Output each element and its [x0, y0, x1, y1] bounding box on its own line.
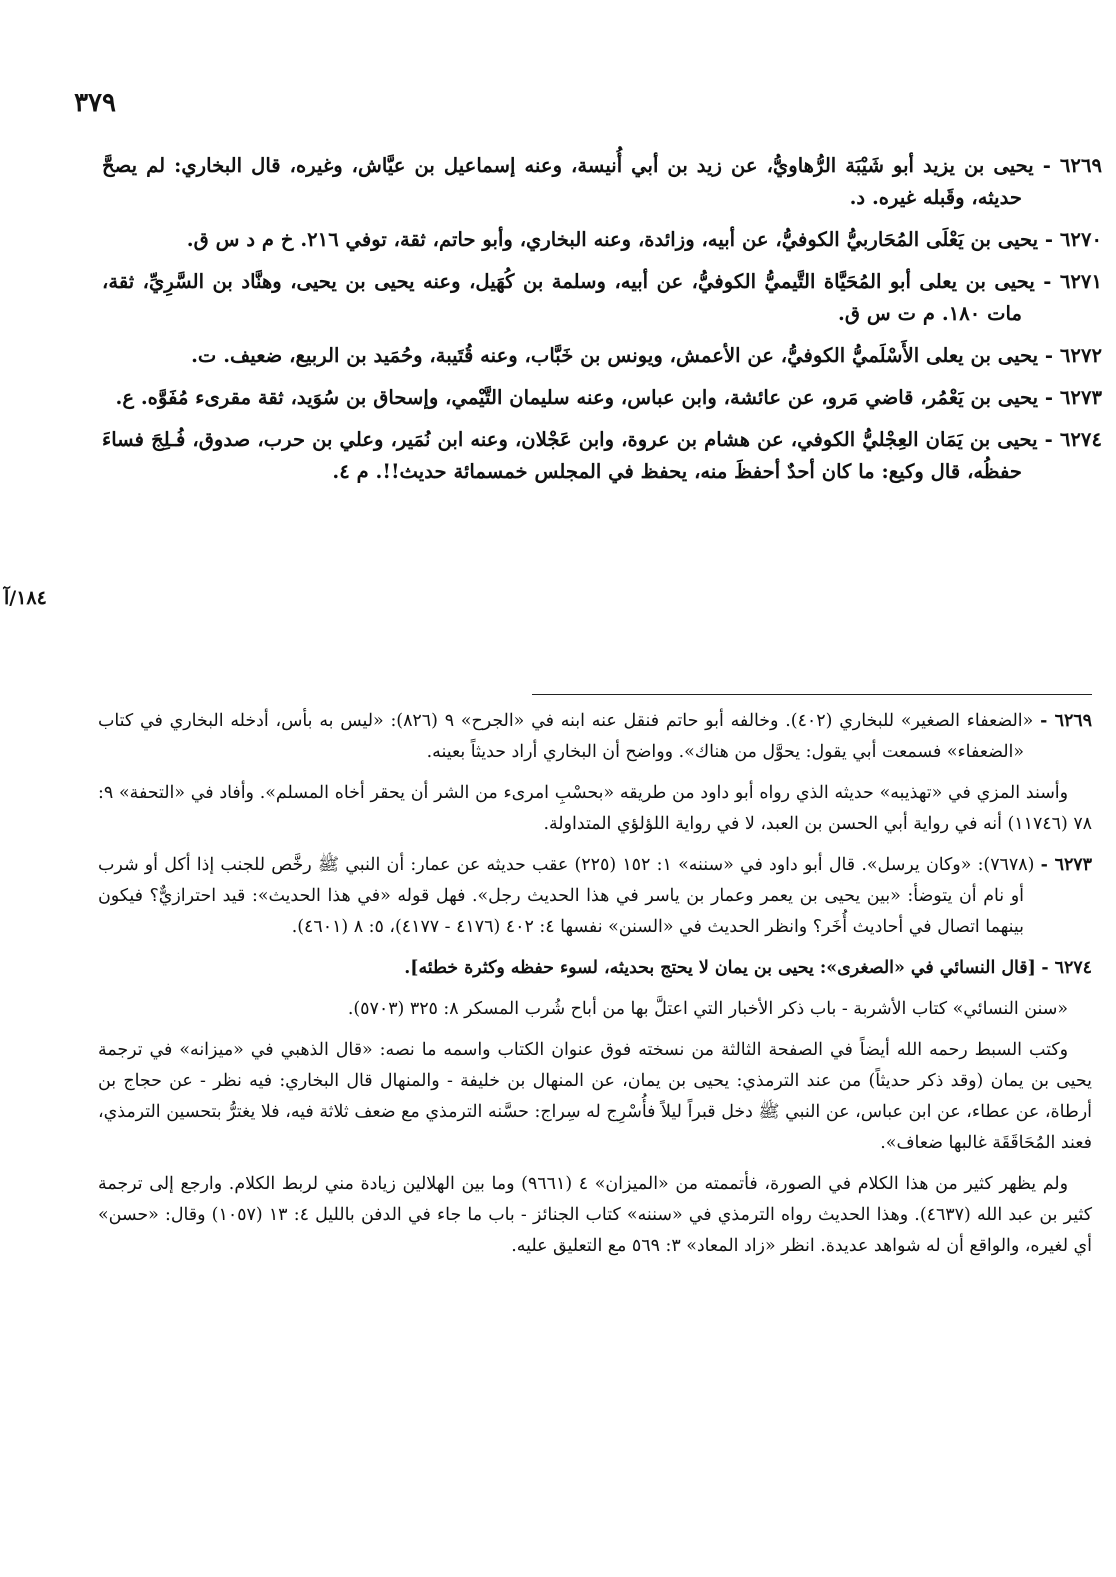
footnote-text: (٧٦٧٨): «وكان يرسل». قال أبو داود في «سننه» ١: ١٥٢ (٢٢٥) عقب حديثه عن عمار: أن النبي ﷺ رخَّص للجنب إذا أكل أو شرب أو نام أن يتوضأ: «بين يحيى بن يعمر وعمار بن ياسر في هذا الحديث رجل». فهل قوله «في هذا الحديث»: قيد احترازيٌّ؟ فيكون بينهما اتصال في أحاديث أُخَر؟ وانظر الحديث في «السنن» نفسها ٤: ٤٠٢ (٤١٧٦ - ٤١٧٧)، ٥: ٨ (٤٦٠١). [98, 855, 1035, 937]
footnote-text: [قال النسائي في «الصغرى»: يحيى بن يمان لا يحتج بحديثه، لسوء حفظه وكثرة خطئه]. [404, 958, 1036, 978]
entry-6274 [102, 424, 1102, 488]
entry-number: ٦٢٧١ - [1043, 270, 1102, 293]
footnote-text: «الضعفاء الصغير» للبخاري (٤٠٢). وخالفه أبو حاتم فنقل عنه ابنه في «الجرح» ٩ (٨٢٦): «ليس به بأس، أدخله البخاري في كتاب «الضعفاء» فسمعت أبي يقول: يحوَّل من هناك». وواضح أن البخاري أراد حديثاً بعينه. [98, 711, 1034, 762]
footnote-number: ٦٢٦٩ - [1040, 711, 1092, 731]
footnote-paragraph: ولم يظهر كثير من هذا الكلام في الصورة، فأتممته من «الميزان» ٤ (٩٦٦١) وما بين الهلالين زيادة مني لربط الكلام. وارجع إلى ترجمة كثير بن عبد الله (٤٦٣٧). وهذا الحديث رواه الترمذي في «سننه» كتاب الجنائز - باب ما جاء في الدفن بالليل ٤: ١٣ (١٠٥٧) وقال: «حسن» أي لغيره، والواقع أن له شواهد عديدة. انظر «زاد المعاد» ٣: ٥٦٩ مع التعليق عليه. [98, 1174, 1092, 1256]
entry-6270 [102, 224, 1102, 256]
entry-text: يحيى بن يَعْمُر، قاضي مَرو، عن عائشة، وابن عباس، وعنه سليمان التَّيْمي، وإسحاق بن سُوَيد، ثقة مقرىء مُفَوَّه. ع. [115, 386, 1039, 409]
entry-text: يحيى بن يَعْلَى المُحَاربيُّ الكوفيُّ، عن أبيه، وزائدة، وعنه البخاري، وأبو حاتم، ثقة، توفي ٢١٦. خ م د س ق. [186, 228, 1039, 251]
footnote-number: ٦٢٧٤ - [1041, 958, 1092, 978]
footnote-6274 [98, 953, 1092, 984]
entry-6273 [102, 382, 1102, 414]
entry-6271 [102, 266, 1102, 330]
entry-6269 [102, 150, 1102, 214]
biography-entries [102, 150, 1102, 498]
footnote-6273 [98, 850, 1092, 943]
page-number: ٣٧٩ [74, 88, 116, 118]
entry-6272 [102, 340, 1102, 372]
entry-text: يحيى بن يزيد أبو شَيْبَة الرُّهاويُّ، عن زيد بن أبي أُنيسة، وعنه إسماعيل بن عيَّاش، وغيره، قال البخاري: لم يصحَّ حديثه، وقَبله غيره. د. [102, 154, 1034, 209]
entry-text: يحيى بن يعلى الأَسْلَميُّ الكوفيُّ، عن الأعمش، ويونس بن خَبَّاب، وعنه قُتَيبة، وحُمَيد بن الربيع، ضعيف. ت. [191, 344, 1039, 367]
entry-number: ٦٢٧٣ - [1044, 386, 1102, 409]
footnote-6269 [98, 706, 1092, 768]
entry-text: يحيى بن يعلى أبو المُحَيَّاة التَّيميُّ الكوفيُّ، عن أبيه، وسلمة بن كُهَيل، وعنه يحيى بن يحيى، وهنَّاد بن السَّرِيِّ، ثقة، مات ١٨٠. م ت س ق. [102, 270, 1035, 325]
entry-number: ٦٢٦٩ - [1042, 154, 1102, 177]
footnote-divider [532, 694, 1092, 695]
entry-text: يحيى بن يَمَان العِجْليُّ الكوفي، عن هشام بن عروة، وابن عَجْلان، وعنه ابن نُمَير، وعلي بن حرب، صدوق، فُـلِجَ فساءَ حفظُه، قال وكيع: ما كان أحدٌ أحفظَ منه، يحفظ في المجلس خمسمائة حديث!!. م ٤. [102, 428, 1038, 483]
entry-number: ٦٢٧٢ - [1044, 344, 1102, 367]
footnote-paragraph: «سنن النسائي» كتاب الأشربة - باب ذكر الأخبار التي اعتلَّ بها من أباح شُرب المسكر ٨: ٣٢٥ (٥٧٠٣). [347, 999, 1068, 1019]
footnote-paragraph: وكتب السبط رحمه الله أيضاً في الصفحة الثالثة من نسخته فوق عنوان الكتاب واسمه ما نصه: «قال الذهبي في «ميزانه» في ترجمة يحيى بن يمان (وقد ذكر حديثاً) من عند الترمذي: يحيى بن يمان، عن المنهال بن خليفة - والمنهال قال البخاري: فيه نظر - عن حجاج بن أرطاة، عن عطاء، عن ابن عباس، عن النبي ﷺ دخل قبراً ليلاً فأُسْرِج له سِراج: حسَّنه الترمذي مع ضعف ثلاثة فيه، فلا يغترُّ بتحسين الترمذي، فعند المُحَاقَقَة غالبها ضعاف». [98, 1040, 1092, 1153]
footnotes [98, 706, 1092, 1272]
footnote-paragraph: وأسند المزي في «تهذيبه» حديثه الذي رواه أبو داود من طريقه «بحسْبِ امرىء من الشر أن يحقر أخاه المسلم». وأفاد في «التحفة» ٩: ٧٨ (١١٧٤٦) أنه في رواية أبي الحسن بن العبد، لا في رواية اللؤلؤي المتداولة. [98, 783, 1092, 834]
manuscript-folio-reference: ١٨٤/آ [4, 587, 47, 609]
footnote-number: ٦٢٧٣ - [1040, 855, 1092, 875]
entry-number: ٦٢٧٠ - [1044, 228, 1102, 251]
entry-number: ٦٢٧٤ - [1044, 428, 1102, 451]
